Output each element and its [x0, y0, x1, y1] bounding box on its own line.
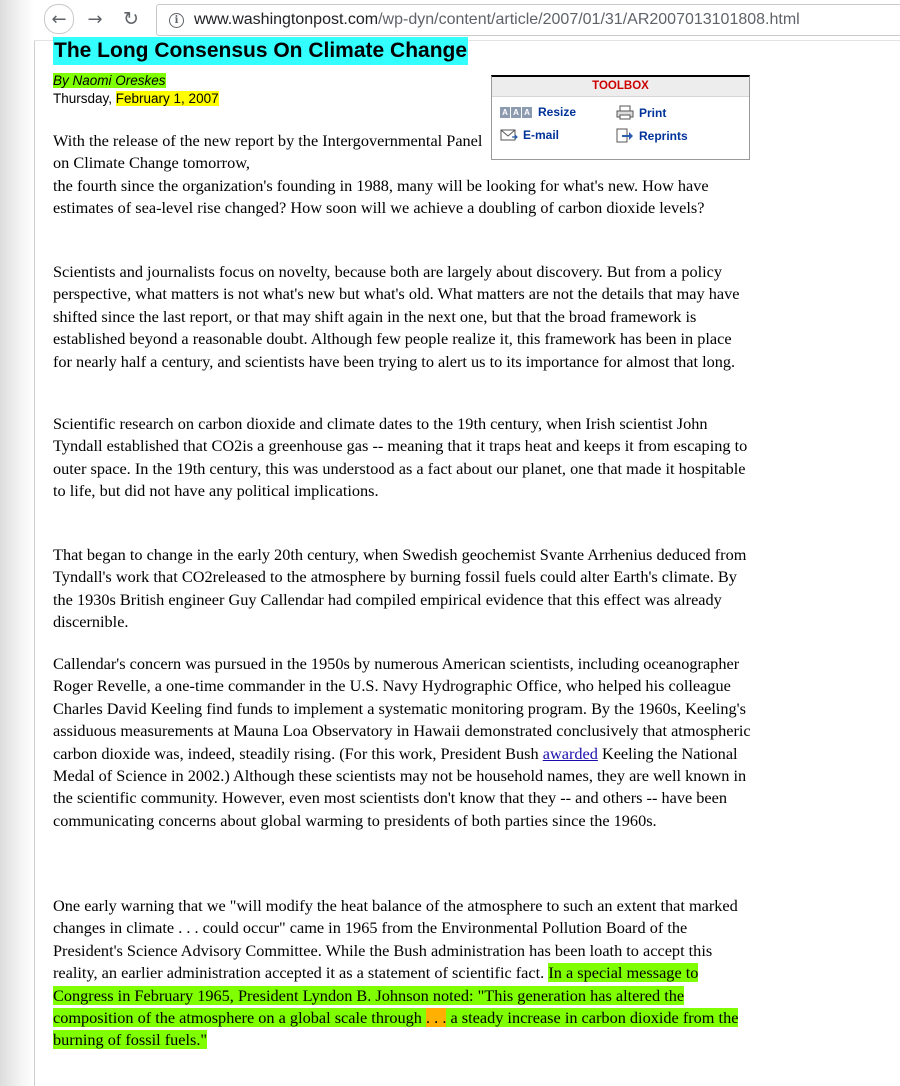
- reload-icon[interactable]: ↻: [123, 8, 139, 30]
- url-path: /wp-dyn/content/article/2007/01/31/AR2007013101808.html: [378, 11, 800, 28]
- toolbox-title: TOOLBOX: [492, 77, 749, 97]
- resize-icon: A A A: [500, 107, 533, 118]
- paragraph-5: [53, 653, 753, 832]
- paragraph-5-part-1: Callendar's concern was pursued in the 1950s by numerous American scientists, including oceanographer Roger Revelle, a one-time commander in the U.S. Navy Hydrographic Office, who helped his colleague Charles David Keeling find funds to implement a systematic monitoring program. By the 1960s, Keeling's assiduous measurements at Mauna Loa Observatory in Hawaii demonstrated conclusively that atmospheric carbon dioxide was, indeed, steadily rising. (For this work, President Bush: [53, 654, 751, 763]
- publish-date: February 1, 2007: [115, 91, 219, 106]
- forward-arrow-icon[interactable]: →: [87, 8, 103, 30]
- paragraph-3: Scientific research on carbon dioxide and climate dates to the 19th century, when Irish scientist John Tyndall established that CO2is a greenhouse gas -- meaning that it traps heat and keeps it from escaping to outer space. In the 19th century, this was understood as a fact about our planet, one that made it hospitable to life, but did not have any political implications.: [53, 414, 748, 501]
- print-label: Print: [639, 105, 667, 120]
- back-arrow-icon[interactable]: ←: [44, 4, 74, 34]
- awarded-link[interactable]: awarded: [542, 743, 598, 763]
- info-icon[interactable]: i: [169, 13, 184, 28]
- author: By Naomi Oreskes: [53, 73, 166, 88]
- highlighted-ellipsis: . . .: [426, 1008, 447, 1028]
- resize-link[interactable]: [500, 105, 576, 119]
- paragraph-1-rest: the fourth since the organization's founding in 1988, many will be looking for what's new. How have estimates of sea-level rise changed? How soon will we achieve a doubling of carbon dioxide levels?: [53, 175, 709, 218]
- highlighted-quote-part-1: In a special message to Congress in February 1965, President Lyndon B. Johnson noted: "This generation has altered the composition of the atmosphere on a global scale through: [53, 963, 699, 1028]
- browser-toolbar: [34, 0, 900, 41]
- paragraph-5-part-2: Keeling the National Medal of Science in 2002.) Although these scientists may not be household names, they are well known in the scientific community. However, even most scientists don't know that they -- and others -- have been communicating concerns about global warming to presidents of both parties since the 1960s.: [53, 743, 747, 830]
- url-text[interactable]: [194, 11, 800, 29]
- paragraph-2: Scientists and journalists focus on novelty, because both are largely about discovery. But from a policy perspective, what matters is not what's new but what's old. What matters are not the details that may have shifted since the last report, or that may shift again in the next one, but that the broad framework is established beyond a reasonable doubt. Although few people realize it, this framework has been in place for nearly half a century, and scientists have been trying to alert us to its importance for almost that long.: [53, 262, 740, 371]
- paragraph-4: That began to change in the early 20th century, when Swedish geochemist Svante Arrhenius deduced from Tyndall's work that CO2released to the atmosphere by burning fossil fuels could alter Earth's climate. By the 1930s British engineer Guy Callendar had compiled empirical evidence that this effect was already discernible.: [53, 545, 747, 632]
- window-left-edge: [0, 0, 35, 1086]
- print-link[interactable]: [616, 105, 666, 120]
- paragraph-1-intro: With the release of the new report by the Intergovernmental Panel on Climate Change tomorrow,: [53, 131, 483, 173]
- email-label: E-mail: [523, 128, 560, 142]
- resize-label: Resize: [538, 105, 577, 119]
- url-domain: www.washingtonpost.com: [194, 11, 379, 28]
- paragraph-6: [53, 895, 753, 1052]
- address-bar[interactable]: [156, 4, 900, 36]
- highlighted-quote-part-2: a steady increase in carbon dioxide from the burning of fossil fuels.": [53, 1008, 739, 1050]
- article-title: The Long Consensus On Climate Change: [53, 37, 468, 65]
- printer-icon: [616, 105, 634, 120]
- paragraph-1: [53, 130, 753, 220]
- date-prefix: Thursday,: [53, 91, 116, 106]
- paragraph-6-part-1: One early warning that we "will modify the heat balance of the atmosphere to such an extent that marked changes in climate . . . could occur" came in 1965 from the Environmental Pollution Board of the President's Science Advisory Committee. While the Bush administration has been loath to accept this reality, an earlier administration accepted it as a statement of scientific fact.: [53, 896, 738, 983]
- reprints-label: Reprints: [639, 128, 688, 143]
